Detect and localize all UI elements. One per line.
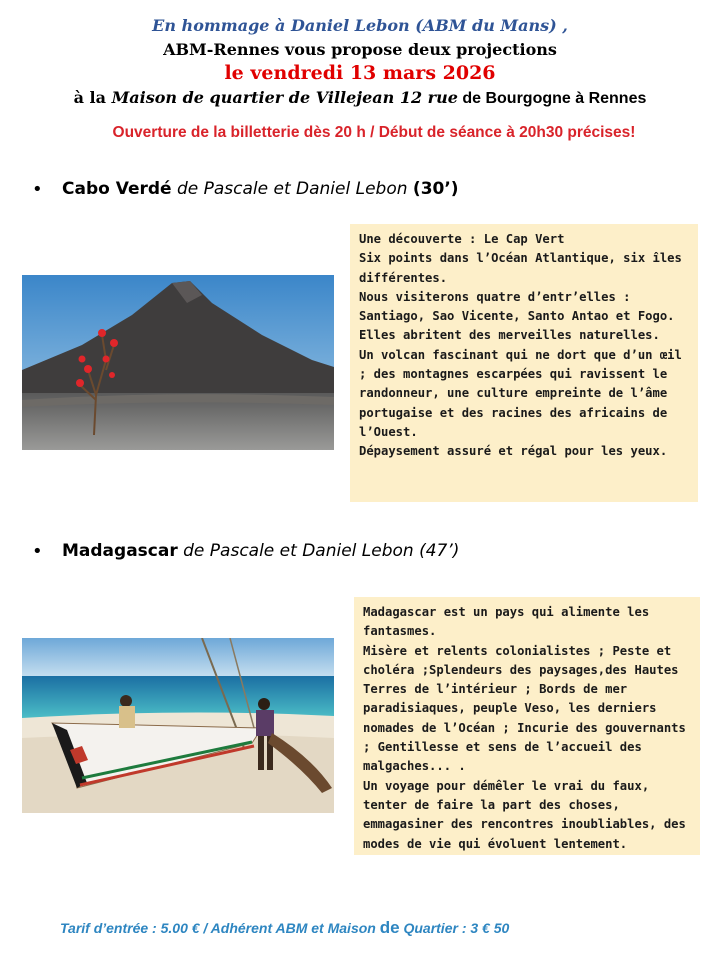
bullet-2: • [32, 541, 43, 562]
venue-suffix: de Bourgogne à Rennes [457, 90, 647, 107]
tarif-de: de [379, 918, 400, 937]
bullet-1: • [32, 179, 43, 200]
film-1-duration: (30’) [412, 179, 459, 199]
film-2-heading [62, 541, 459, 561]
venue-prefix: à la [73, 88, 112, 107]
tribute-line: En hommage à Daniel Lebon (ABM du Mans) , [152, 16, 568, 35]
film-2-description: Madagascar est un pays qui alimente les fantasmes. Misère et relents colonialistes ; Peste et choléra ;Splendeurs des paysages,des Hautes Terres de l’intérieur ; Bords de mer paradisiaques, peuple Veso, les derniers nomades de l’Océan ; Incurie des gouvernants ; Gentillesse et sens de l’accueil des malgaches... . Un voyage pour démêler le vrai du faux, tenter de faire la part des choses, emmagasiner des rencontres inoubliables, des modes de vie qui évoluent lentement. [354, 597, 700, 855]
tarif-part-2: Quartier : 3 € 50 [399, 920, 510, 936]
film-1-title: Cabo Verdé [62, 179, 172, 199]
film-2-title: Madagascar [62, 541, 178, 561]
pirogue-photo [22, 638, 334, 813]
ticket-prices [60, 918, 509, 938]
tarif-part-1: Tarif d’entrée : 5.00 € / Adhérent ABM et Maison [60, 920, 380, 936]
intro-line: ABM-Rennes vous propose deux projections [163, 40, 557, 59]
film-1-description: Une découverte : Le Cap Vert Six points dans l’Océan Atlantique, six îles différentes. Nous visiterons quatre d’entr’elles : Santiago, Sao Vicente, Santo Antao et Fogo. Elles abritent des merveilles naturelles. Un volcan fascinant qui ne dort que d’un œil ; des montagnes escarpées qui ravissent le randonneur, une culture empreinte de l’âme portugaise et des racines des africains de l’Ouest. Dépaysement assuré et régal pour les yeux. [350, 224, 698, 502]
film-2-authors: de Pascale et Daniel Lebon [183, 541, 414, 561]
film-1-authors: de Pascale et Daniel Lebon [176, 179, 408, 199]
event-date: le vendredi 13 mars 2026 [224, 62, 496, 84]
volcano-photo [22, 275, 334, 450]
venue-line [0, 88, 720, 108]
film-2-duration: (47’) [419, 541, 460, 561]
film-1-heading [62, 179, 459, 199]
schedule-line: Ouverture de la billetterie dès 20 h / Début de séance à 20h30 précises! [112, 124, 636, 141]
venue-name: Maison de quartier de Villejean 12 rue [111, 88, 458, 107]
